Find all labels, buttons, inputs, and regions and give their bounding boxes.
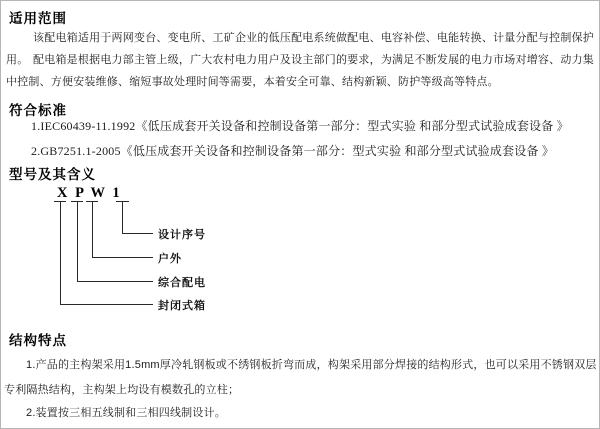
leader-line-serial	[122, 233, 153, 234]
drop-line-x	[60, 201, 61, 304]
leader-line-distribution	[77, 281, 153, 282]
drop-line-1	[122, 201, 123, 233]
drop-line-p	[77, 201, 78, 281]
scope-paragraph-1: 该配电箱适用于两网变台、变电所、工矿企业的低压配电系统做配电、电容补偿、电能转换、计量分配与控制保护用。	[6, 32, 594, 66]
section-heading-scope: 适用范围	[9, 11, 67, 26]
standard-item-2: 2.GB7251.1-2005《低压成套开关设备和控制设备第一部分：型式实验 和部分型式试验成套设备 》	[31, 144, 555, 158]
branch-label-design-serial: 设计序号	[158, 229, 206, 241]
branch-label-enclosed-box: 封闭式箱	[158, 300, 206, 312]
drop-line-w	[92, 201, 93, 257]
structure-item-1: 1.产品的主构架采用1.5mm厚冷轧钢板或不绣钢板折弯而成，构架采用部分焊接的结构形式，也可以采用不锈钢双层专利隔热结构，主构架上均设有模数孔的立柱；	[4, 359, 597, 396]
section-heading-structure: 结构特点	[9, 333, 67, 348]
leader-line-enclosed	[60, 304, 153, 305]
standard-item-1: 1.IEC60439-11.1992《低压成套开关设备和控制设备第一部分：型式实验 和部分型式试验成套设备 》	[31, 119, 569, 133]
section-heading-model: 型号及其含义	[9, 167, 96, 182]
leader-line-outdoor	[92, 257, 153, 258]
model-code: X P W 1	[57, 185, 122, 201]
branch-label-outdoor: 户外	[158, 253, 182, 265]
section-heading-standards: 符合标准	[9, 103, 67, 118]
scope-paragraph-2: 配电箱是根据电力部主管上级，广大农村电力用户及设主部门的要求，为满足不断发展的电力市场对增容、动力集中控制、方便安装维修、缩短事故处理时间等需要，本着安全可靠、结构新颖、防护等级高等特点。	[6, 54, 594, 88]
structure-item-2: 2.装置按三相五线制和三相四线制设计。	[26, 407, 226, 419]
branch-label-distribution: 综合配电	[158, 277, 206, 289]
model-meaning-diagram	[1, 185, 599, 315]
